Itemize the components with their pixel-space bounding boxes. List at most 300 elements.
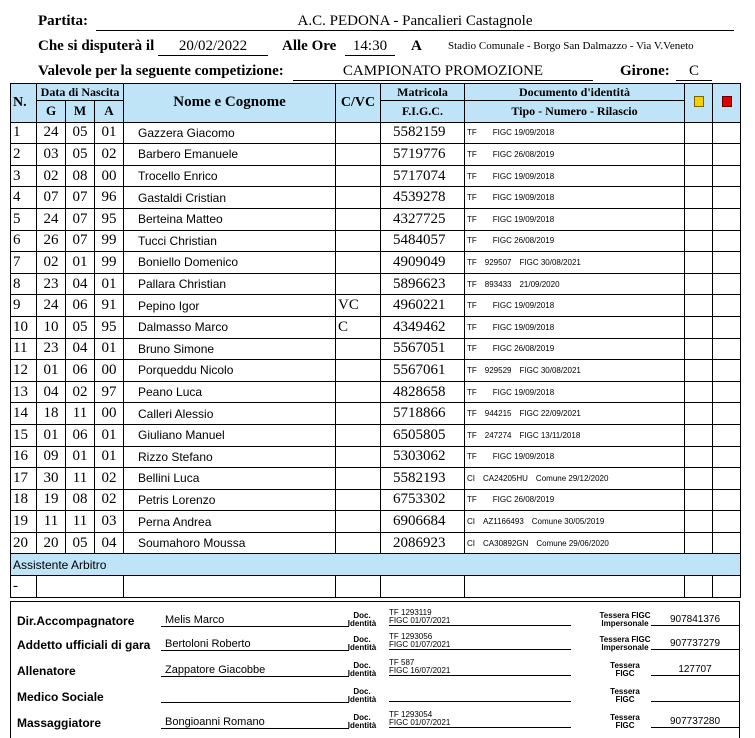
birth-year: 91 <box>95 295 124 317</box>
birth-year: 00 <box>95 360 124 382</box>
staff-name: Zappatore Giacobbe <box>161 664 349 677</box>
birth-day: 20 <box>37 532 66 554</box>
document-d1: CI <box>467 517 475 527</box>
document-d3: FIGC 19/09/2018 <box>492 322 555 332</box>
red-card-cell <box>713 532 741 554</box>
captain-mark: C <box>336 316 381 338</box>
staff-name <box>161 690 349 703</box>
player-document <box>465 511 685 533</box>
birth-month: 04 <box>66 273 95 295</box>
document-d1: TF <box>467 128 477 138</box>
player-document <box>465 273 685 295</box>
document-d3: FIGC 26/08/2019 <box>492 344 555 354</box>
staff-role: Dir.Accompagnatore <box>17 614 135 628</box>
player-matricola: 5567061 <box>381 360 465 382</box>
birth-month: 01 <box>66 252 95 274</box>
partita-label: Partita: <box>38 13 88 29</box>
disputera-label: Che si disputerà il <box>38 38 155 54</box>
staff-row <box>11 710 741 734</box>
birth-day: 30 <box>37 468 66 490</box>
player-row <box>11 360 741 382</box>
player-document <box>465 316 685 338</box>
player-row <box>11 468 741 490</box>
birth-month: 01 <box>66 446 95 468</box>
player-matricola: 5719776 <box>381 144 465 166</box>
document-d1: TF <box>467 257 477 267</box>
captain-mark <box>336 489 381 511</box>
player-name: Gazzera Giacomo <box>124 122 336 144</box>
player-number: 4 <box>11 187 37 209</box>
captain-mark <box>336 424 381 446</box>
player-name: Porqueddu Nicolo <box>124 360 336 382</box>
document-d2: AZ1166493 <box>483 517 524 527</box>
birth-month: 02 <box>66 381 95 403</box>
birth-day: 26 <box>37 230 66 252</box>
player-number: 5 <box>11 208 37 230</box>
player-name: Rizzo Stefano <box>124 446 336 468</box>
yellow-card-icon <box>694 96 704 107</box>
player-document <box>465 252 685 274</box>
red-card-cell <box>713 144 741 166</box>
col-figc-header: F.I.G.C. <box>381 101 465 123</box>
player-row <box>11 187 741 209</box>
document-d3: FIGC 22/09/2021 <box>519 409 581 419</box>
birth-day: 03 <box>37 144 66 166</box>
birth-month: 06 <box>66 295 95 317</box>
a-label: A <box>411 38 422 54</box>
document-d1: TF <box>467 495 477 505</box>
player-matricola: 5896623 <box>381 273 465 295</box>
player-name: Boniello Domenico <box>124 252 336 274</box>
red-card-cell <box>713 122 741 144</box>
yellow-card-cell <box>685 230 713 252</box>
staff-name: Melis Marco <box>161 614 349 627</box>
player-name: Dalmasso Marco <box>124 316 336 338</box>
assistente-name-cell <box>124 576 336 598</box>
player-matricola: 4909049 <box>381 252 465 274</box>
players-table <box>10 83 741 598</box>
document-d3: FIGC 19/09/2018 <box>492 171 555 181</box>
yellow-card-cell <box>685 208 713 230</box>
player-number: 16 <box>11 446 37 468</box>
birth-day: 02 <box>37 165 66 187</box>
birth-year: 01 <box>95 424 124 446</box>
staff-document: TF 587 FIGC 16/07/2021 <box>389 659 571 676</box>
player-matricola: 5567051 <box>381 338 465 360</box>
birth-year: 95 <box>95 316 124 338</box>
staff-document: TF 1293054 FIGC 01/07/2021 <box>389 711 571 728</box>
tessera-number <box>651 690 739 702</box>
red-card-cell <box>713 165 741 187</box>
document-d3: 21/09/2020 <box>519 279 560 289</box>
col-n-header: N. <box>11 84 37 123</box>
document-d3: FIGC 26/08/2019 <box>492 236 555 246</box>
player-number: 2 <box>11 144 37 166</box>
yellow-card-cell <box>685 122 713 144</box>
player-row <box>11 403 741 425</box>
birth-day: 04 <box>37 381 66 403</box>
captain-mark <box>336 532 381 554</box>
staff-name: Bongioanni Romano <box>161 716 349 729</box>
player-document <box>465 403 685 425</box>
match-time: 14:30 <box>345 38 395 56</box>
birth-month: 05 <box>66 122 95 144</box>
captain-mark: VC <box>336 295 381 317</box>
document-d1: TF <box>467 236 477 246</box>
player-number: 10 <box>11 316 37 338</box>
red-card-header <box>713 84 741 123</box>
player-row <box>11 489 741 511</box>
staff-section <box>10 601 740 738</box>
doc-identita-label: Doc. Identità <box>347 611 377 628</box>
birth-day: 11 <box>37 511 66 533</box>
birth-day: 19 <box>37 489 66 511</box>
player-document <box>465 338 685 360</box>
player-document <box>465 489 685 511</box>
document-d1: TF <box>467 365 477 375</box>
player-document <box>465 446 685 468</box>
document-d1: TF <box>467 193 477 203</box>
yellow-card-cell <box>685 403 713 425</box>
player-document <box>465 144 685 166</box>
captain-mark <box>336 338 381 360</box>
player-row <box>11 446 741 468</box>
player-matricola: 4960221 <box>381 295 465 317</box>
document-d2: 893433 <box>484 279 512 289</box>
red-card-cell <box>713 230 741 252</box>
birth-day: 01 <box>37 360 66 382</box>
birth-month: 05 <box>66 144 95 166</box>
document-d1: CI <box>467 538 475 548</box>
document-d3: FIGC 13/11/2018 <box>519 430 581 440</box>
player-document <box>465 122 685 144</box>
document-d2: CA24205HU <box>483 473 528 483</box>
document-d1: TF <box>467 279 477 289</box>
document-d3: Comune 29/12/2020 <box>535 473 609 483</box>
player-number: 13 <box>11 381 37 403</box>
player-row <box>11 511 741 533</box>
tessera-number: 127707 <box>651 664 739 676</box>
player-name: Perna Andrea <box>124 511 336 533</box>
tessera-label: Tessera FIGC Impersonale <box>599 635 651 652</box>
captain-mark <box>336 273 381 295</box>
birth-year: 96 <box>95 187 124 209</box>
match-date: 20/02/2022 <box>158 38 268 56</box>
competizione-label: Valevole per la seguente competizione: <box>38 63 284 79</box>
captain-mark <box>336 230 381 252</box>
birth-year: 99 <box>95 230 124 252</box>
yellow-card-cell <box>685 187 713 209</box>
birth-year: 04 <box>95 532 124 554</box>
competizione-value: CAMPIONATO PROMOZIONE <box>293 63 593 81</box>
document-d3: FIGC 19/09/2018 <box>492 193 555 203</box>
captain-mark <box>336 187 381 209</box>
player-matricola: 5717074 <box>381 165 465 187</box>
player-number: 8 <box>11 273 37 295</box>
yellow-card-cell <box>685 381 713 403</box>
player-row <box>11 316 741 338</box>
birth-year: 02 <box>95 144 124 166</box>
staff-row <box>11 658 741 682</box>
document-d1: TF <box>467 171 477 181</box>
player-matricola: 5582193 <box>381 468 465 490</box>
birth-year: 97 <box>95 381 124 403</box>
birth-month: 11 <box>66 468 95 490</box>
birth-month: 11 <box>66 511 95 533</box>
document-d1: TF <box>467 214 477 224</box>
player-name: Barbero Emanuele <box>124 144 336 166</box>
player-name: Gastaldi Cristian <box>124 187 336 209</box>
tessera-number: 907737280 <box>651 716 739 728</box>
staff-role: Allenatore <box>17 664 76 678</box>
player-number: 18 <box>11 489 37 511</box>
birth-month: 11 <box>66 403 95 425</box>
player-name: Petris Lorenzo <box>124 489 336 511</box>
yellow-card-cell <box>685 338 713 360</box>
player-number: 19 <box>11 511 37 533</box>
birth-day: 09 <box>37 446 66 468</box>
yellow-card-cell <box>685 316 713 338</box>
assistente-dash: - <box>11 576 37 598</box>
player-row <box>11 230 741 252</box>
yellow-card-cell <box>685 446 713 468</box>
document-d1: TF <box>467 301 477 311</box>
yellow-card-cell <box>685 360 713 382</box>
birth-day: 23 <box>37 273 66 295</box>
player-row <box>11 338 741 360</box>
player-matricola: 5718866 <box>381 403 465 425</box>
player-row <box>11 381 741 403</box>
doc-identita-label: Doc. Identità <box>347 713 377 730</box>
col-m-header: M <box>66 101 95 123</box>
captain-mark <box>336 122 381 144</box>
tessera-label: Tessera FIGC <box>610 661 640 678</box>
col-g-header: G <box>37 101 66 123</box>
red-card-cell <box>713 381 741 403</box>
staff-document: TF 1293119 FIGC 01/07/2021 <box>389 609 571 626</box>
yellow-card-cell <box>685 273 713 295</box>
red-card-cell <box>713 489 741 511</box>
document-d3: FIGC 26/08/2019 <box>492 149 555 159</box>
player-number: 20 <box>11 532 37 554</box>
girone-value: C <box>676 63 712 81</box>
document-d1: CI <box>467 473 475 483</box>
red-card-cell <box>713 403 741 425</box>
player-document <box>465 165 685 187</box>
staff-row <box>11 608 741 632</box>
document-d1: TF <box>467 344 477 354</box>
birth-day: 10 <box>37 316 66 338</box>
birth-month: 05 <box>66 316 95 338</box>
birth-month: 06 <box>66 424 95 446</box>
document-d2: 929507 <box>484 257 512 267</box>
captain-mark <box>336 511 381 533</box>
player-matricola: 4327725 <box>381 208 465 230</box>
player-name: Berteina Matteo <box>124 208 336 230</box>
player-name: Tucci Christian <box>124 230 336 252</box>
birth-day: 24 <box>37 295 66 317</box>
tessera-label: Tessera FIGC <box>610 713 640 730</box>
birth-year: 01 <box>95 273 124 295</box>
red-card-cell <box>713 424 741 446</box>
birth-year: 01 <box>95 446 124 468</box>
player-row <box>11 144 741 166</box>
birth-month: 04 <box>66 338 95 360</box>
document-d1: TF <box>467 452 477 462</box>
player-row <box>11 424 741 446</box>
tessera-label: Tessera FIGC <box>610 687 640 704</box>
player-name: Calleri Alessio <box>124 403 336 425</box>
document-d1: TF <box>467 149 477 159</box>
yellow-card-cell <box>685 144 713 166</box>
captain-mark <box>336 381 381 403</box>
document-d3: FIGC 19/09/2018 <box>492 387 555 397</box>
captain-mark <box>336 360 381 382</box>
player-name: Trocello Enrico <box>124 165 336 187</box>
red-card-cell <box>713 446 741 468</box>
birth-year: 00 <box>95 403 124 425</box>
player-document <box>465 532 685 554</box>
player-row <box>11 295 741 317</box>
tessera-number: 907737279 <box>651 638 739 650</box>
player-row <box>11 532 741 554</box>
col-cvc-header: C/VC <box>336 84 381 123</box>
tessera-number: 907841376 <box>651 614 739 626</box>
player-name: Giuliano Manuel <box>124 424 336 446</box>
document-d1: TF <box>467 409 477 419</box>
red-card-icon <box>722 96 732 107</box>
player-matricola: 4828658 <box>381 381 465 403</box>
yellow-card-cell <box>685 165 713 187</box>
staff-role: Massaggiatore <box>17 716 102 730</box>
player-document <box>465 381 685 403</box>
player-number: 15 <box>11 424 37 446</box>
player-number: 14 <box>11 403 37 425</box>
captain-mark <box>336 468 381 490</box>
player-name: Pepino Igor <box>124 295 336 317</box>
document-d3: FIGC 19/09/2018 <box>492 301 555 311</box>
player-matricola: 5582159 <box>381 122 465 144</box>
player-name: Soumahoro Moussa <box>124 532 336 554</box>
player-matricola: 2086923 <box>381 532 465 554</box>
staff-name: Bertoloni Roberto <box>161 638 349 651</box>
assistente-arbitro-label: Assistente Arbitro <box>11 554 741 576</box>
player-row <box>11 252 741 274</box>
player-matricola: 6505805 <box>381 424 465 446</box>
doc-identita-label: Doc. Identità <box>347 687 377 704</box>
birth-month: 06 <box>66 360 95 382</box>
player-number: 9 <box>11 295 37 317</box>
staff-row <box>11 632 741 656</box>
document-d3: FIGC 19/09/2018 <box>492 452 555 462</box>
red-card-cell <box>713 273 741 295</box>
birth-month: 07 <box>66 187 95 209</box>
player-matricola: 5303062 <box>381 446 465 468</box>
red-card-cell <box>713 360 741 382</box>
player-document <box>465 424 685 446</box>
player-document <box>465 295 685 317</box>
player-row <box>11 273 741 295</box>
birth-day: 23 <box>37 338 66 360</box>
red-card-cell <box>713 252 741 274</box>
document-d3: FIGC 26/08/2019 <box>492 495 555 505</box>
red-card-cell <box>713 316 741 338</box>
col-nome-header: Nome e Cognome <box>124 84 336 123</box>
yellow-card-cell <box>685 489 713 511</box>
col-a-header: A <box>95 101 124 123</box>
captain-mark <box>336 446 381 468</box>
document-d2: CA30892GN <box>483 538 529 548</box>
document-d3: FIGC 30/08/2021 <box>519 257 581 267</box>
doc-identita-label: Doc. Identità <box>347 661 377 678</box>
birth-month: 07 <box>66 208 95 230</box>
staff-row <box>11 684 741 708</box>
player-name: Bellini Luca <box>124 468 336 490</box>
birth-day: 02 <box>37 252 66 274</box>
player-name: Peano Luca <box>124 381 336 403</box>
yellow-card-cell <box>685 295 713 317</box>
birth-day: 01 <box>37 424 66 446</box>
staff-role: Addetto ufficiali di gara <box>17 638 151 652</box>
captain-mark <box>336 208 381 230</box>
birth-year: 99 <box>95 252 124 274</box>
birth-year: 95 <box>95 208 124 230</box>
yellow-card-cell <box>685 532 713 554</box>
document-d3: FIGC 19/09/2018 <box>492 128 555 138</box>
col-matricola-header: Matricola <box>381 84 465 101</box>
birth-day: 18 <box>37 403 66 425</box>
birth-year: 00 <box>95 165 124 187</box>
girone-label: Girone: <box>620 63 670 79</box>
document-d2: 944215 <box>484 409 512 419</box>
birth-day: 24 <box>37 208 66 230</box>
player-number: 17 <box>11 468 37 490</box>
captain-mark <box>336 144 381 166</box>
player-number: 3 <box>11 165 37 187</box>
player-row <box>11 208 741 230</box>
birth-day: 07 <box>37 187 66 209</box>
player-document <box>465 187 685 209</box>
player-number: 7 <box>11 252 37 274</box>
red-card-cell <box>713 208 741 230</box>
player-document <box>465 468 685 490</box>
red-card-cell <box>713 187 741 209</box>
birth-month: 08 <box>66 165 95 187</box>
yellow-card-cell <box>685 468 713 490</box>
player-number: 12 <box>11 360 37 382</box>
document-d2: 929529 <box>484 365 512 375</box>
birth-year: 03 <box>95 511 124 533</box>
captain-mark <box>336 165 381 187</box>
document-d3: Comune 29/06/2020 <box>536 538 609 548</box>
player-document <box>465 208 685 230</box>
player-number: 1 <box>11 122 37 144</box>
captain-mark <box>336 403 381 425</box>
red-card-cell <box>713 295 741 317</box>
player-matricola: 5484057 <box>381 230 465 252</box>
player-row <box>11 122 741 144</box>
yellow-card-header <box>685 84 713 123</box>
player-document <box>465 360 685 382</box>
venue: Stadio Comunale - Borgo San Dalmazzo - Via V.Veneto <box>448 40 694 52</box>
player-matricola: 6906684 <box>381 511 465 533</box>
document-d3: FIGC 19/09/2018 <box>492 214 555 224</box>
col-documento-header: Documento d'identità <box>465 84 685 101</box>
document-d1: TF <box>467 322 477 332</box>
birth-month: 08 <box>66 489 95 511</box>
red-card-cell <box>713 468 741 490</box>
player-matricola: 6753302 <box>381 489 465 511</box>
